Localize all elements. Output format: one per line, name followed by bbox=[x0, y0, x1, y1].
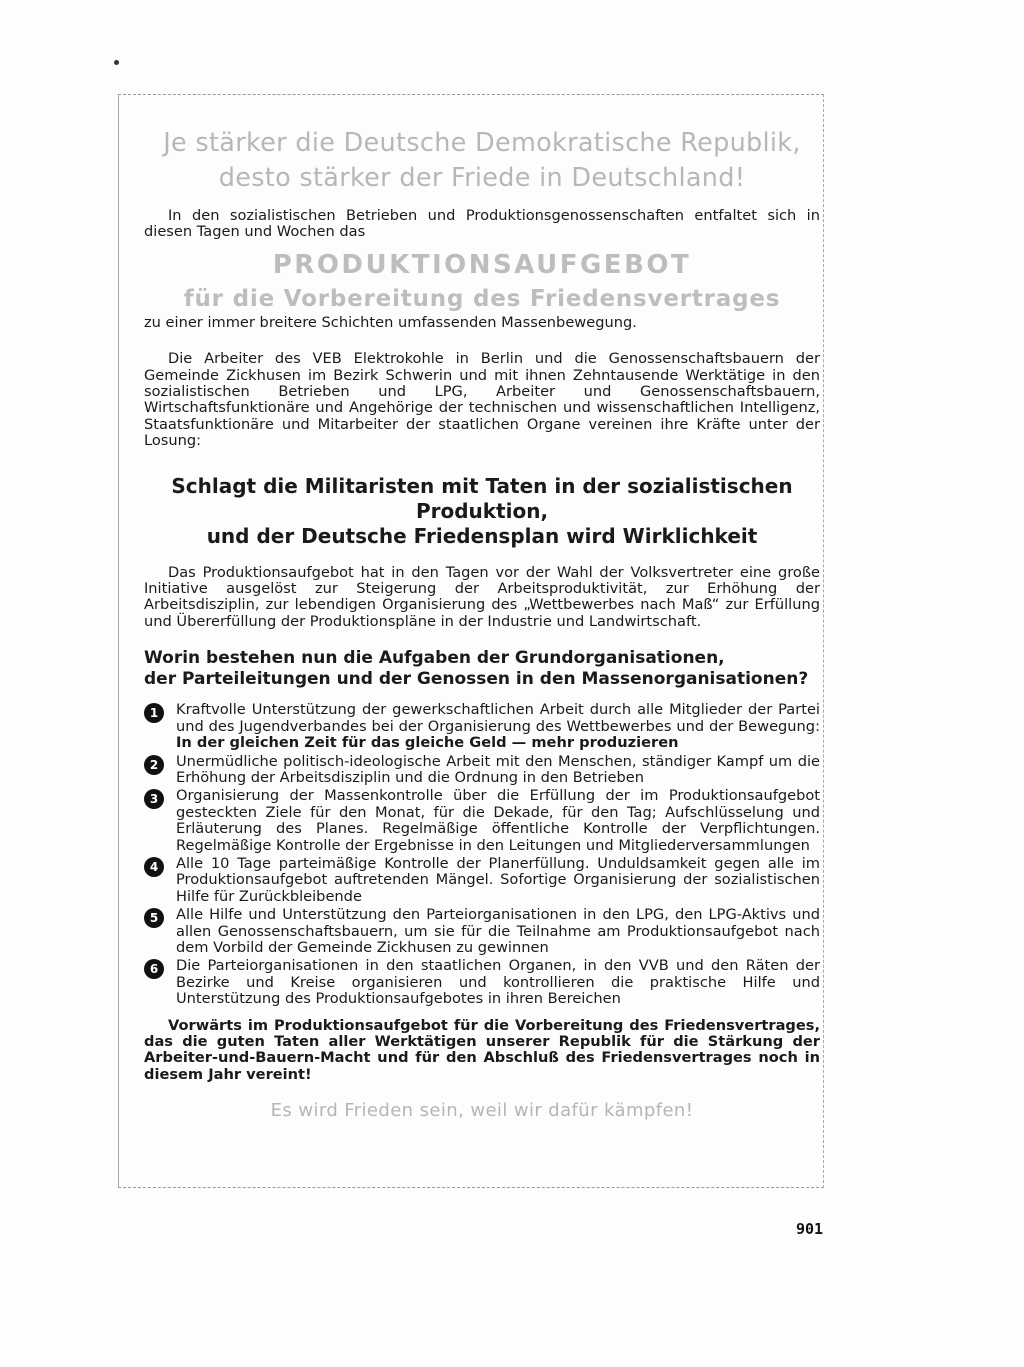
question-line-2: der Parteileitungen und der Genossen in den Massenorganisationen? bbox=[144, 669, 809, 690]
page-number: 901 bbox=[796, 1220, 824, 1238]
number-badge-icon: 5 bbox=[144, 908, 164, 928]
intro-text: In den sozialistischen Betrieben und Produktionsgenossenschaften entfaltet sich in diesen Tagen und Wochen das bbox=[144, 207, 820, 241]
task-item-4 bbox=[144, 856, 820, 905]
task-text: Alle Hilfe und Unterstützung den Parteiorganisationen in den LPG, den LPG-Aktivs und allen Genossenschaftsbauern, um sie für die Teilnahme am Produktionsaufgebot nach dem Vorbild der Gemeinde Zickhusen zu gewinnen bbox=[176, 906, 820, 956]
intro-end-text: zu einer immer breitere Schichten umfassenden Massenbewegung. bbox=[144, 313, 637, 331]
banner-title: PRODUKTIONSAUFGEBOT bbox=[272, 249, 692, 280]
task-text: Kraftvolle Unterstützung der gewerkschaftlichen Arbeit durch alle Mitglieder der Partei und des Jugendverbandes bei der Organisierung des Wettbewerbes und der Bewegung: bbox=[176, 701, 820, 735]
banner-subtitle: für die Vorbereitung des Friedensvertrages bbox=[183, 285, 781, 312]
paragraph-workers: Die Arbeiter des VEB Elektrokohle in Berlin und die Genossenschaftsbauern der Gemeinde Zickhusen im Bezirk Schwerin und mit ihnen Zehntausende Werktätige in den sozialistischen Betrieben und LPG, Arbeiter und Genossenschaftsbauern, Wirtschaftsfunktionäre und Angehörige der technischen und wissenschaftlichen Intelligenz, Staatsfunktionäre und Mitarbeiter der staatlichen Organe vereinen ihre Kräfte unter der Losung: bbox=[144, 350, 820, 450]
task-text: Alle 10 Tage parteimäßige Kontrolle der Planerfüllung. Unduldsamkeit gegen alle im Produktionsaufgebot auftretenden Mängel. Sofortige Organisierung der sozialistischen Hilfe für Zurückbleibende bbox=[176, 854, 820, 905]
task-list bbox=[144, 702, 820, 1007]
task-bold-text: In der gleichen Zeit für das gleiche Geld — mehr produzieren bbox=[176, 734, 679, 752]
task-item-3 bbox=[144, 788, 820, 854]
footer-slogan: Es wird Frieden sein, weil wir dafür kämpfen! bbox=[270, 1100, 694, 1122]
leaflet-content bbox=[144, 126, 820, 1123]
heading-line-1: Je stärker die Deutsche Demokratische Republik, bbox=[163, 128, 801, 158]
closing-statement: Vorwärts im Produktionsaufgebot für die Vorbereitung des Friedensvertrages, das die guten Taten aller Werktätigen unserer Republik für die Stärkung der Arbeiter-und-Bauern-Macht und für den Abschluß des Friedensvertrages noch in diesem Jahr vereint! bbox=[144, 1016, 820, 1083]
heading-line-2: desto stärker der Friede in Deutschland! bbox=[218, 163, 746, 193]
number-badge-icon: 6 bbox=[144, 959, 164, 979]
paragraph-initiative: Das Produktionsaufgebot hat in den Tagen vor der Wahl der Volksvertreter eine große Initiative ausgelöst zur Steigerung der Arbeitsproduktivität, zur Erhöhung der Arbeitsdisziplin, zur lebendigen Organisierung des „Wettbewerbes nach Maß“ zur Erfüllung und Übererfüllung der Produktionspläne in der Industrie und Landwirtschaft. bbox=[144, 563, 820, 630]
number-badge-icon: 1 bbox=[144, 703, 164, 723]
ink-dot bbox=[114, 60, 119, 65]
task-item-5 bbox=[144, 907, 820, 956]
task-text: Unermüdliche politisch-ideologische Arbeit mit den Menschen, ständiger Kampf um die Erhöhung der Arbeitsdisziplin und die Ordnung in den Betrieben bbox=[176, 752, 820, 786]
number-badge-icon: 2 bbox=[144, 755, 164, 775]
number-badge-icon: 3 bbox=[144, 789, 164, 809]
question-line-1: Worin bestehen nun die Aufgaben der Grundorganisationen, bbox=[144, 648, 725, 669]
task-text: Organisierung der Massenkontrolle über die Erfüllung der im Produktionsaufgebot gesteckten Ziele für den Monat, für die Dekade, für den Tag; Aufschlüsselung und Erläuterung des Planes. Regelmäßige öffentliche Kontrolle der Verpflichtungen. Regelmäßige Kontrolle der Ergebnisse in den Leitungen und Mitgliederversammlungen bbox=[176, 787, 820, 854]
slogan-line-1: Schlagt die Militaristen mit Taten in der sozialistischen Produktion, bbox=[171, 473, 793, 523]
slogan-line-2: und der Deutsche Friedensplan wird Wirklichkeit bbox=[206, 523, 758, 548]
task-item-6 bbox=[144, 958, 820, 1007]
task-item-1 bbox=[144, 702, 820, 751]
task-text: Die Parteiorganisationen in den staatlichen Organen, in den VVB und den Räten der Bezirke und Kreise organisieren und kontrollieren die praktische Hilfe und Unterstützung des Produktionsaufgebotes in ihren Bereichen bbox=[176, 957, 820, 1008]
number-badge-icon: 4 bbox=[144, 857, 164, 877]
task-item-2 bbox=[144, 754, 820, 787]
